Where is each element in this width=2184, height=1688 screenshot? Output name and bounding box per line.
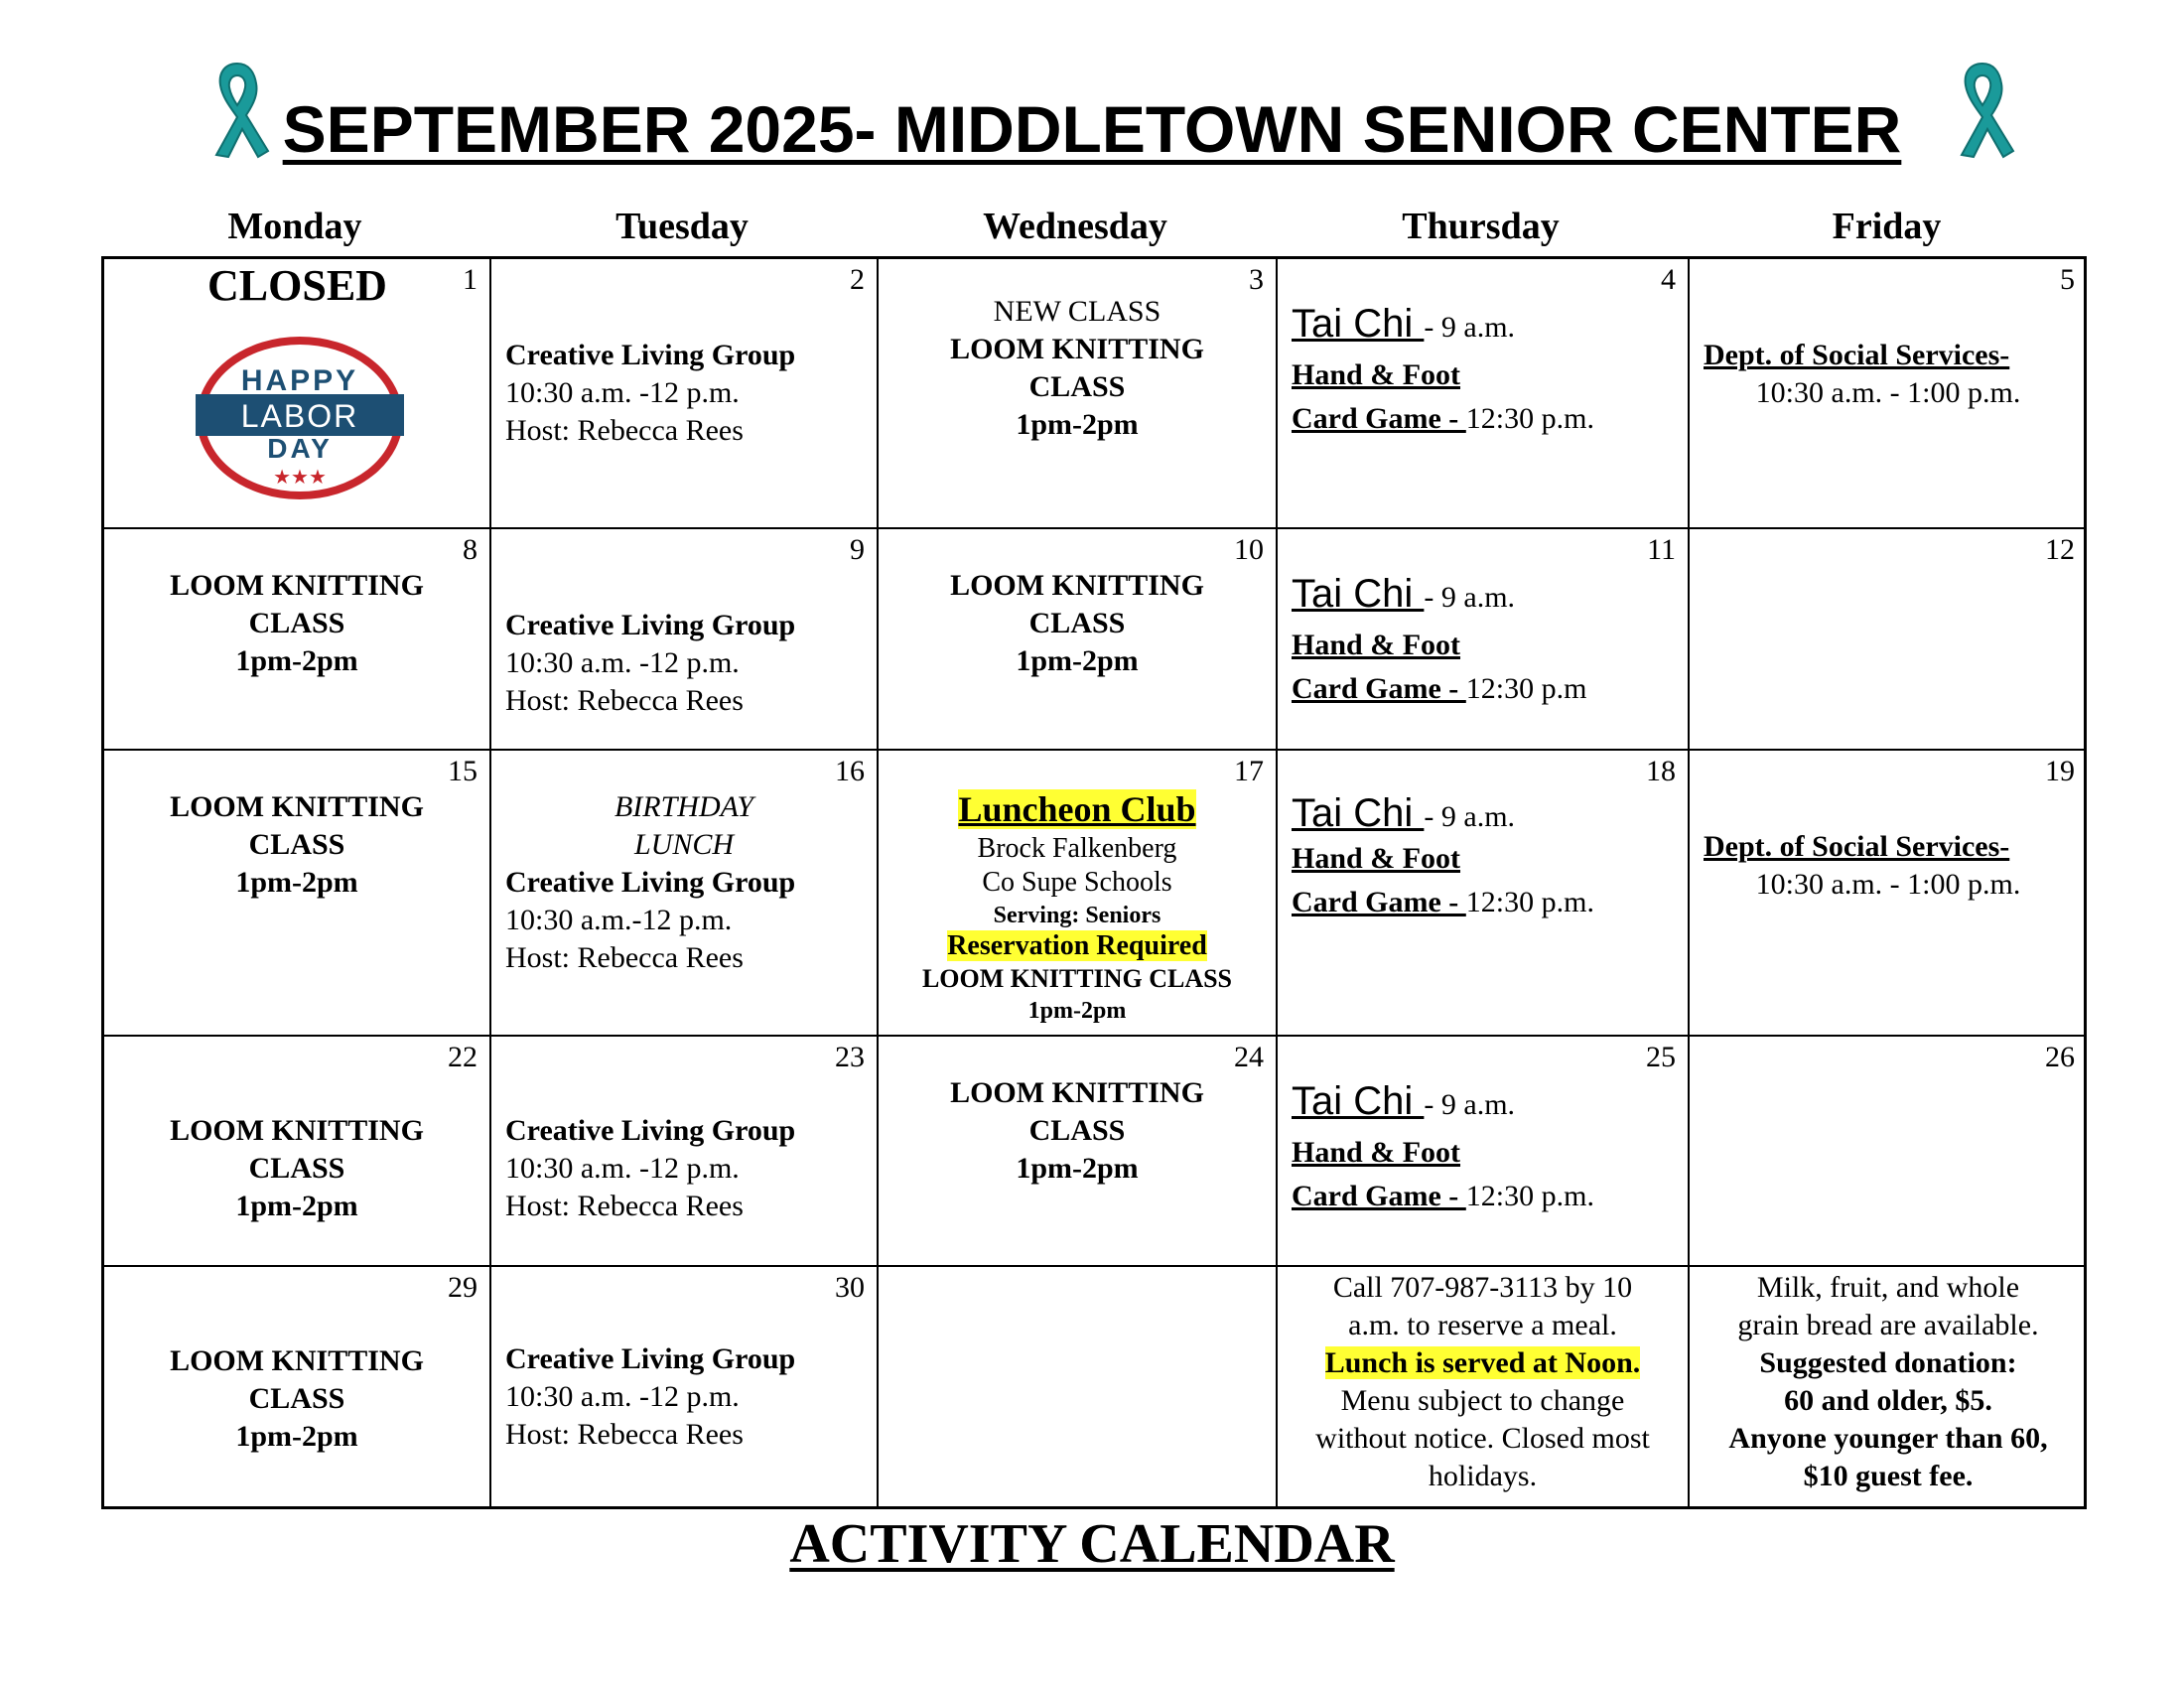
event-title: LOOM KNITTING xyxy=(170,1114,424,1147)
event-title: Dept. of Social Services- xyxy=(1704,830,2010,863)
event-time: 10:30 a.m. -12 p.m. xyxy=(505,1380,740,1413)
event-time: - 9 a.m. xyxy=(1424,311,1516,344)
event-title: LOOM KNITTING xyxy=(950,569,1204,602)
event-title: CLASS xyxy=(248,828,345,861)
event-time: 10:30 a.m. - 1:00 p.m. xyxy=(1755,868,2021,901)
date-number: 15 xyxy=(448,755,478,787)
event-title: Card Game - xyxy=(1292,1180,1466,1212)
event-title: Dept. of Social Services- xyxy=(1704,339,2010,371)
date-number: 18 xyxy=(1646,755,1676,787)
donation-info-text: $10 guest fee. xyxy=(1803,1460,1974,1492)
donation-info-text: grain bread are available. xyxy=(1737,1309,2039,1341)
event-host: Host: Rebecca Rees xyxy=(505,684,744,717)
date-number: 2 xyxy=(850,263,865,296)
event-host: Host: Rebecca Rees xyxy=(505,1190,744,1222)
calendar-cell-sep-5 xyxy=(1690,259,2087,529)
event-title: CLASS xyxy=(1028,607,1126,639)
event-title: Creative Living Group xyxy=(505,866,796,899)
date-number: 19 xyxy=(2045,755,2075,787)
page-title: SEPTEMBER 2025- MIDDLETOWN SENIOR CENTER xyxy=(282,92,1902,166)
donation-info-text: Anyone younger than 60, xyxy=(1728,1422,2048,1455)
donation-info-text: 60 and older, $5. xyxy=(1784,1384,1992,1417)
event-title: CLASS xyxy=(248,607,345,639)
date-number: 25 xyxy=(1646,1041,1676,1073)
calendar-cell-empty xyxy=(879,1267,1278,1506)
closed-label: CLOSED xyxy=(207,261,387,310)
event-title: Card Game - xyxy=(1292,672,1466,705)
event-title: LOOM KNITTING xyxy=(950,333,1204,365)
event-title: Hand & Foot xyxy=(1292,1136,1461,1169)
event-title: Luncheon Club xyxy=(958,789,1196,829)
event-title: Hand & Foot xyxy=(1292,358,1461,391)
event-title: Hand & Foot xyxy=(1292,629,1461,661)
day-header-thursday: Thursday xyxy=(1402,206,1560,247)
svg-text:★★★: ★★★ xyxy=(273,467,327,489)
event-title: Card Game - xyxy=(1292,886,1466,918)
event-time: - 9 a.m. xyxy=(1424,800,1516,833)
event-title: LOOM KNITTING CLASS xyxy=(921,964,1233,993)
event-title: Creative Living Group xyxy=(505,1114,796,1147)
calendar-cell-sep-25 xyxy=(1278,1037,1690,1267)
event-title: LOOM KNITTING xyxy=(950,1076,1204,1109)
date-number: 17 xyxy=(1234,755,1264,787)
event-title: Tai Chi xyxy=(1292,1079,1425,1123)
date-number: 12 xyxy=(2045,533,2075,566)
event-title: LOOM KNITTING xyxy=(170,790,424,823)
day-header-wednesday: Wednesday xyxy=(983,206,1167,247)
awareness-ribbon-icon xyxy=(1948,58,2017,161)
event-title: LOOM KNITTING xyxy=(170,1344,424,1377)
day-header-monday: Monday xyxy=(227,206,362,247)
event-speaker-title: Co Supe Schools xyxy=(982,867,1172,898)
event-time: 10:30 a.m. - 1:00 p.m. xyxy=(1755,376,2021,409)
svg-text:DAY: DAY xyxy=(267,433,333,464)
event-title: Tai Chi xyxy=(1292,302,1425,346)
event-time: - 9 a.m. xyxy=(1424,581,1516,614)
calendar-cell-sep-3 xyxy=(879,259,1278,529)
day-header-friday: Friday xyxy=(1832,206,1942,247)
calendar-cell-sep-18 xyxy=(1278,751,1690,1037)
event-time: 12:30 p.m. xyxy=(1465,402,1594,435)
event-title: Creative Living Group xyxy=(505,609,796,641)
meal-info-cell xyxy=(1278,1267,1690,1506)
donation-info-cell xyxy=(1690,1267,2087,1506)
date-number: 30 xyxy=(835,1271,865,1304)
calendar-cell-sep-30 xyxy=(491,1267,879,1506)
event-time: 10:30 a.m. -12 p.m. xyxy=(505,1152,740,1185)
svg-text:HAPPY: HAPPY xyxy=(240,364,359,397)
calendar-cell-sep-26 xyxy=(1690,1037,2087,1267)
labor-day-logo xyxy=(196,335,404,501)
day-header-tuesday: Tuesday xyxy=(615,206,749,247)
event-host: Host: Rebecca Rees xyxy=(505,414,744,447)
date-number: 22 xyxy=(448,1041,478,1073)
event-title: BIRTHDAY xyxy=(614,790,753,823)
calendar-cell-sep-4 xyxy=(1278,259,1690,529)
event-title: LOOM KNITTING xyxy=(170,569,424,602)
date-number: 3 xyxy=(1249,263,1264,296)
event-time: 1pm-2pm xyxy=(1016,1152,1139,1185)
calendar-cell-sep-8 xyxy=(104,529,491,751)
event-title: CLASS xyxy=(1028,1114,1126,1147)
calendar-cell-sep-12 xyxy=(1690,529,2087,751)
date-number: 9 xyxy=(850,533,865,566)
event-title: Creative Living Group xyxy=(505,339,796,371)
event-title: CLASS xyxy=(248,1152,345,1185)
calendar-cell-sep-23 xyxy=(491,1037,879,1267)
meal-info-text: a.m. to reserve a meal. xyxy=(1348,1309,1617,1341)
event-title: Card Game - xyxy=(1292,402,1466,435)
footer-title: ACTIVITY CALENDAR xyxy=(789,1513,1395,1575)
event-time: 1pm-2pm xyxy=(1016,644,1139,677)
event-time: 1pm-2pm xyxy=(235,866,358,899)
meal-info-text: Call 707-987-3113 by 10 xyxy=(1332,1271,1633,1304)
calendar-cell-sep-10 xyxy=(879,529,1278,751)
event-time: 1pm-2pm xyxy=(235,1420,358,1453)
event-note: Serving: Seniors xyxy=(993,903,1161,928)
event-time: 10:30 a.m. -12 p.m. xyxy=(505,376,740,409)
calendar-cell-sep-19 xyxy=(1690,751,2087,1037)
calendar-cell-sep-9 xyxy=(491,529,879,751)
event-title: Tai Chi xyxy=(1292,791,1425,835)
event-title: LUNCH xyxy=(633,828,735,861)
meal-info-text: without notice. Closed most xyxy=(1315,1422,1650,1455)
date-number: 26 xyxy=(2045,1041,2075,1073)
event-time: 1pm-2pm xyxy=(235,644,358,677)
date-number: 10 xyxy=(1234,533,1264,566)
date-number: 5 xyxy=(2060,263,2075,296)
date-number: 16 xyxy=(835,755,865,787)
event-time: 1pm-2pm xyxy=(1016,408,1139,441)
calendar-cell-sep-29 xyxy=(104,1267,491,1506)
event-time: 12:30 p.m xyxy=(1465,672,1587,705)
event-host: Host: Rebecca Rees xyxy=(505,941,744,974)
calendar-cell-sep-24 xyxy=(879,1037,1278,1267)
event-time: 12:30 p.m. xyxy=(1465,886,1594,918)
calendar-cell-sep-16 xyxy=(491,751,879,1037)
meal-info-text: holidays. xyxy=(1428,1460,1538,1492)
meal-info-text: Menu subject to change xyxy=(1340,1384,1625,1417)
date-number: 4 xyxy=(1661,263,1676,296)
donation-info-text: Milk, fruit, and whole xyxy=(1756,1271,2020,1304)
calendar-cell-sep-22 xyxy=(104,1037,491,1267)
event-time: 1pm-2pm xyxy=(235,1190,358,1222)
event-note: NEW CLASS xyxy=(993,295,1161,328)
donation-heading: Suggested donation: xyxy=(1759,1346,2017,1379)
calendar-cell-sep-1 xyxy=(104,259,491,529)
date-number: 8 xyxy=(463,533,478,566)
date-number: 11 xyxy=(1647,533,1676,566)
event-note: Reservation Required xyxy=(947,930,1207,961)
event-time: 12:30 p.m. xyxy=(1465,1180,1594,1212)
calendar-cell-sep-11 xyxy=(1278,529,1690,751)
calendar-grid xyxy=(101,256,2087,1509)
event-host: Host: Rebecca Rees xyxy=(505,1418,744,1451)
date-number: 23 xyxy=(835,1041,865,1073)
lunch-time-note: Lunch is served at Noon. xyxy=(1324,1346,1641,1379)
date-number: 29 xyxy=(448,1271,478,1304)
calendar-cell-sep-17 xyxy=(879,751,1278,1037)
event-time: - 9 a.m. xyxy=(1424,1088,1516,1121)
event-time: 10:30 a.m.-12 p.m. xyxy=(505,904,733,936)
event-title: Creative Living Group xyxy=(505,1342,796,1375)
event-title: CLASS xyxy=(1028,370,1126,403)
svg-text:LABOR: LABOR xyxy=(240,398,359,434)
event-title: Tai Chi xyxy=(1292,572,1425,616)
event-time: 10:30 a.m. -12 p.m. xyxy=(505,646,740,679)
event-speaker: Brock Falkenberg xyxy=(977,833,1177,864)
calendar-cell-sep-15 xyxy=(104,751,491,1037)
date-number: 1 xyxy=(463,263,478,296)
event-time: 1pm-2pm xyxy=(1027,998,1127,1024)
event-title: Hand & Foot xyxy=(1292,842,1461,875)
event-title: CLASS xyxy=(248,1382,345,1415)
calendar-cell-sep-2 xyxy=(491,259,879,529)
date-number: 24 xyxy=(1234,1041,1264,1073)
